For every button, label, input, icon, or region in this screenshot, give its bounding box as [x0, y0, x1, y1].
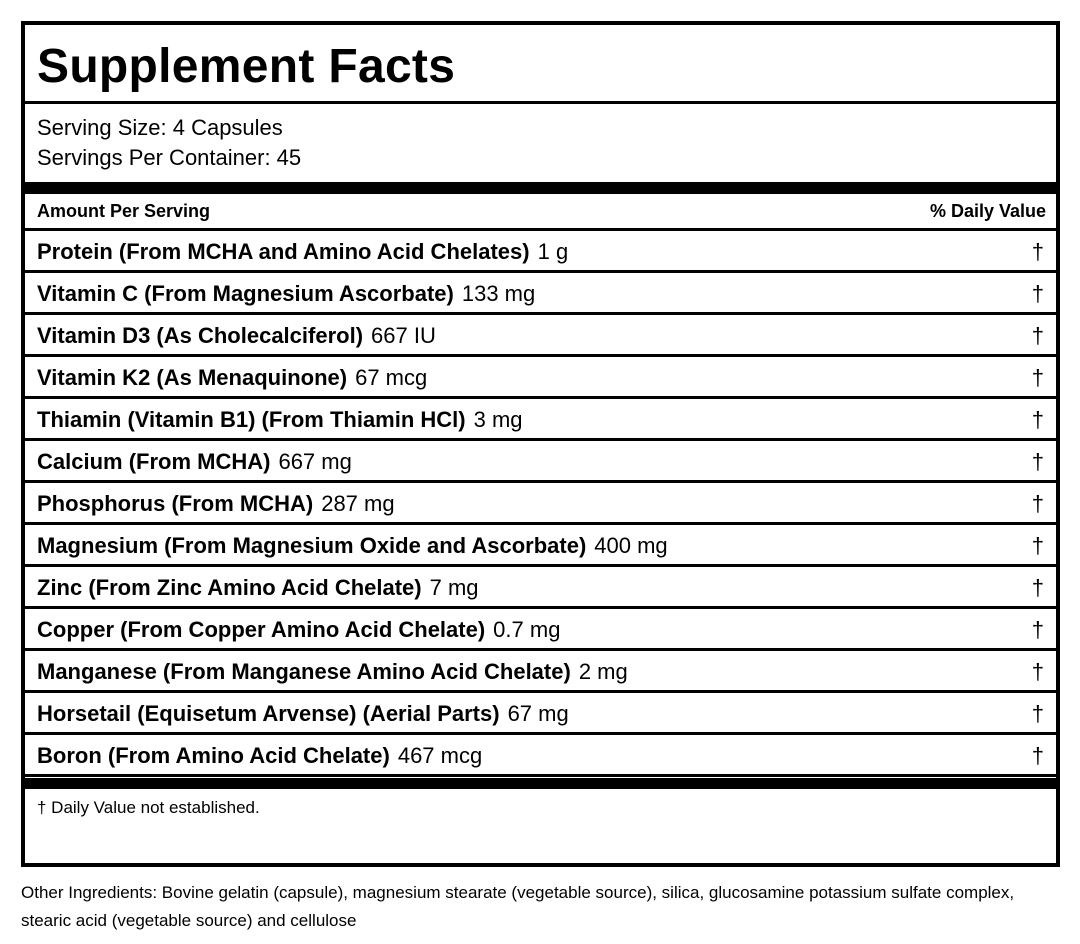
nutrient-label — [37, 700, 569, 727]
nutrient-row — [25, 651, 1056, 693]
nutrient-row — [25, 567, 1056, 609]
daily-value-dagger: † — [1031, 491, 1044, 516]
nutrient-name: Calcium (From MCHA) — [37, 449, 271, 474]
nutrient-amount: 667 mg — [278, 449, 352, 474]
nutrient-amount: 3 mg — [473, 407, 523, 432]
nutrient-name: Vitamin K2 (As Menaquinone) — [37, 365, 348, 390]
nutrient-row — [25, 525, 1056, 567]
nutrient-label — [37, 490, 395, 517]
nutrient-name: Phosphorus (From MCHA) — [37, 491, 314, 516]
nutrient-label — [37, 574, 479, 601]
amount-per-serving-header: Amount Per Serving — [37, 201, 211, 221]
serving-info — [37, 113, 301, 173]
nutrient-amount: 133 mg — [461, 281, 536, 306]
nutrient-row — [25, 483, 1056, 525]
nutrient-amount: 667 IU — [371, 323, 436, 348]
daily-value-dagger: † — [1031, 281, 1044, 306]
nutrient-row — [25, 693, 1056, 735]
daily-value-dagger: † — [1031, 323, 1044, 348]
nutrient-name: Thiamin (Vitamin B1) (From Thiamin HCl) — [37, 407, 466, 432]
nutrient-name: Protein (From MCHA and Amino Acid Chelates) — [37, 239, 530, 264]
thick-divider-top — [25, 182, 1056, 194]
nutrient-label — [37, 532, 668, 559]
nutrient-name: Vitamin C (From Magnesium Ascorbate) — [37, 281, 454, 306]
nutrient-amount: 67 mcg — [355, 365, 428, 390]
daily-value-dagger: † — [1031, 239, 1044, 264]
nutrient-row — [25, 357, 1056, 399]
daily-value-dagger: † — [1031, 365, 1044, 390]
nutrient-row — [25, 735, 1056, 777]
title-divider — [25, 101, 1056, 104]
nutrient-amount: 400 mg — [594, 533, 668, 558]
nutrient-rows — [25, 231, 1056, 777]
nutrient-label — [37, 238, 568, 265]
nutrient-name: Magnesium (From Magnesium Oxide and Ascorbate) — [37, 533, 587, 558]
daily-value-dagger: † — [1031, 575, 1044, 600]
nutrient-amount: 287 mg — [321, 491, 395, 516]
daily-value-dagger: † — [1031, 659, 1044, 684]
panel-title: Supplement Facts — [37, 40, 456, 93]
nutrient-label — [37, 322, 436, 349]
thick-divider-bottom — [25, 778, 1056, 789]
footnote: † Daily Value not established. — [37, 798, 260, 817]
daily-value-dagger: † — [1031, 617, 1044, 642]
nutrient-amount: 0.7 mg — [493, 617, 561, 642]
nutrient-label — [37, 280, 535, 307]
nutrient-row — [25, 399, 1056, 441]
nutrient-row — [25, 273, 1056, 315]
nutrient-amount: 67 mg — [507, 701, 569, 726]
nutrient-label — [37, 616, 560, 643]
nutrient-name: Manganese (From Manganese Amino Acid Chelate) — [37, 659, 571, 684]
nutrient-label — [37, 742, 482, 769]
nutrient-label — [37, 406, 523, 433]
nutrient-amount: 2 mg — [578, 659, 628, 684]
nutrient-name: Boron (From Amino Acid Chelate) — [37, 743, 390, 768]
nutrient-amount: 1 g — [537, 239, 569, 264]
nutrient-row — [25, 231, 1056, 273]
daily-value-dagger: † — [1031, 533, 1044, 558]
nutrient-row — [25, 441, 1056, 483]
nutrient-amount: 467 mcg — [397, 743, 483, 768]
nutrient-label — [37, 364, 427, 391]
nutrient-name: Zinc (From Zinc Amino Acid Chelate) — [37, 575, 422, 600]
daily-value-header: % Daily Value — [929, 201, 1046, 221]
daily-value-dagger: † — [1031, 743, 1044, 768]
nutrient-name: Vitamin D3 (As Cholecalciferol) — [37, 323, 364, 348]
nutrient-name: Horsetail (Equisetum Arvense) (Aerial Parts) — [37, 701, 500, 726]
nutrient-name: Copper (From Copper Amino Acid Chelate) — [37, 617, 486, 642]
serving-size: Serving Size: 4 Capsules — [37, 115, 283, 140]
nutrient-row — [25, 315, 1056, 357]
other-ingredients: Other Ingredients: Bovine gelatin (capsule), magnesium stearate (vegetable source), silica, glucosamine potassium sulfate complex, stearic acid (vegetable source) and cellulose — [21, 883, 1015, 930]
nutrient-label — [37, 448, 352, 475]
nutrient-label — [37, 658, 628, 685]
supplement-facts-panel — [21, 21, 1060, 867]
daily-value-dagger: † — [1031, 449, 1044, 474]
servings-per-container: Servings Per Container: 45 — [37, 145, 302, 170]
nutrient-amount: 7 mg — [429, 575, 479, 600]
nutrient-row — [25, 609, 1056, 651]
daily-value-dagger: † — [1031, 701, 1044, 726]
daily-value-dagger: † — [1031, 407, 1044, 432]
